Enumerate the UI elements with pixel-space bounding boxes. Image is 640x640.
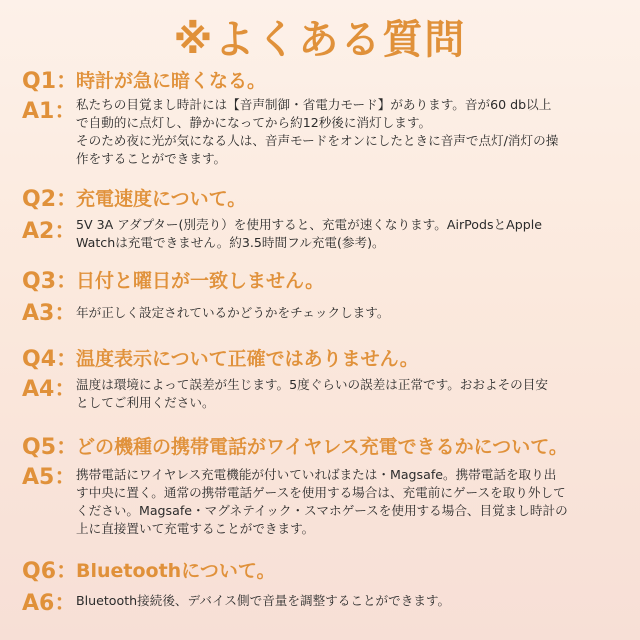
question-label: Q3： <box>22 269 79 294</box>
question-label: Q6： <box>22 559 79 584</box>
answer-line: 温度は環境によって誤差が生じます。5度ぐらいの誤差は正常です。おおよその目安 <box>76 377 548 392</box>
question-text: 日付と曜日が一致しません。 <box>76 270 325 292</box>
answer-label: A4： <box>22 377 77 402</box>
answer-line: 私たちの目覚まし時計には【音声制御・省電力モード】があります。音が60 db以上 <box>76 97 552 112</box>
answer-line: 5V 3A アダプター(別売り）を使用すると、充電が速くなります。AirPodsとApple <box>76 217 542 232</box>
answer-label: A1： <box>22 99 77 124</box>
answer-text <box>76 216 626 252</box>
answer-text <box>76 592 626 610</box>
question-label: Q2： <box>22 187 79 212</box>
answer-label: A6： <box>22 591 77 616</box>
question-label: Q5： <box>22 435 79 460</box>
question-label: Q4： <box>22 347 79 372</box>
answer-text <box>76 96 626 168</box>
question-label: Q1： <box>22 69 79 94</box>
answer-text <box>76 376 626 412</box>
answer-line: 作をすることができます。 <box>76 151 227 166</box>
answer-line: 携帯電話にワイヤレス充電機能が付いていればまたは・Magsafe。携帯電話を取り出 <box>76 467 557 482</box>
question-text: 時計が急に暗くなる。 <box>76 70 267 92</box>
answer-label: A3： <box>22 301 77 326</box>
answer-line: 上に直接置いて充電することができます。 <box>76 521 315 536</box>
answer-line: で自動的に点灯し、静かになってから約12秒後に消灯します。 <box>76 115 432 130</box>
question-text: どの機種の携帯電話がワイヤレス充電できるかについて。 <box>76 436 568 458</box>
answer-line: Bluetooth接続後、デバイス側で音量を調整することができます。 <box>76 593 451 608</box>
answer-line: Watchは充電できません。約3.5時間フル充電(参考)。 <box>76 235 385 250</box>
answer-label: A2： <box>22 219 77 244</box>
answer-label: A5： <box>22 465 77 490</box>
answer-line: す中央に置く。通常の携帯電話ゲースを使用する場合は、充電前にゲースを取り外して <box>76 485 566 500</box>
answer-line: 年が正しく設定されているかどうかをチェックします。 <box>76 305 390 320</box>
answer-text <box>76 304 626 322</box>
answer-line: としてご利用ください。 <box>76 395 215 410</box>
page-title: ※よくある質問 <box>173 17 467 63</box>
question-text: Bluetoothについて。 <box>76 560 276 582</box>
question-text: 温度表示について正確ではありません。 <box>76 348 419 370</box>
answer-line: そのため夜に光が気になる人は、音声モードをオンにしたときに音声で点灯/消灯の操 <box>76 133 559 148</box>
answer-text <box>76 466 626 538</box>
question-text: 充電速度について。 <box>76 188 247 210</box>
answer-line: ください。Magsafe・マグネテイック・スマホゲースを使用する場合、目覚まし時計の <box>76 503 568 518</box>
